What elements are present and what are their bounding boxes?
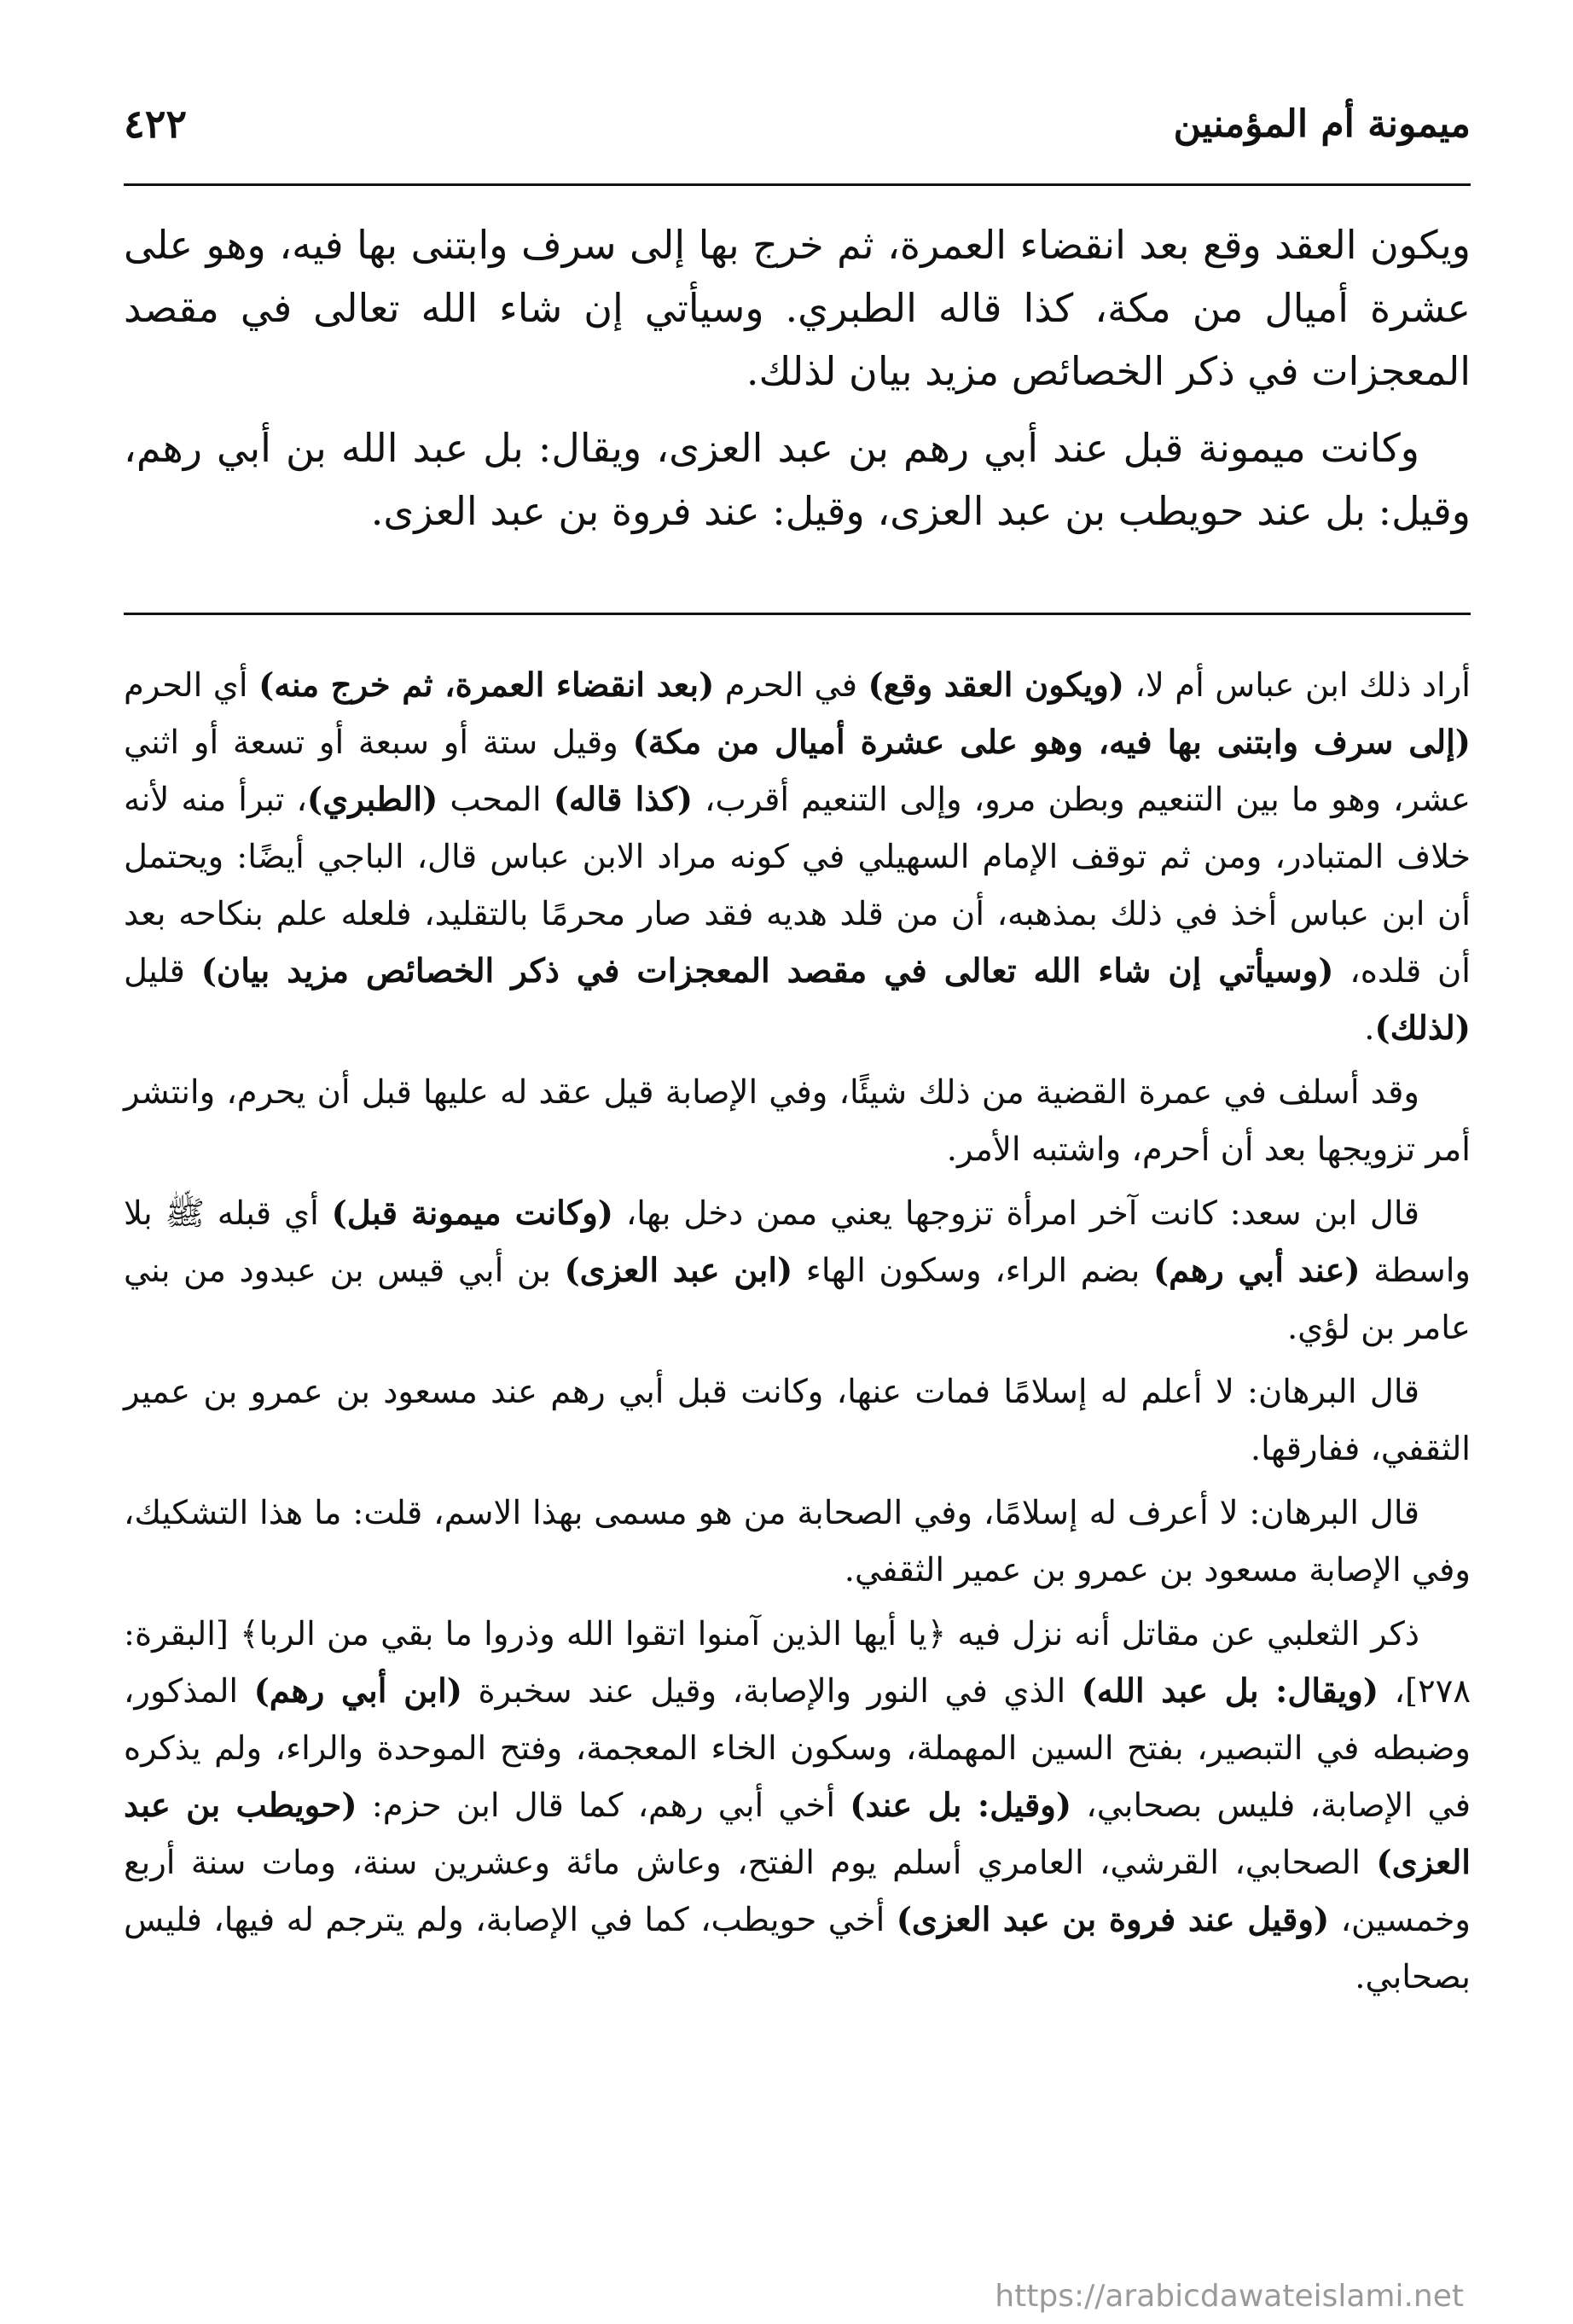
main-paragraph: ويكون العقد وقع بعد انقضاء العمرة، ثم خرج بها إلى سرف وابتنى بها فيه، وهو على عشرة أميال من مكة، كذا قاله الطبري. وسيأتي إن شاء الله تعالى في مقصد المعجزات في ذكر الخصائص مزيد بيان لذلك. xyxy=(124,222,1471,394)
commentary-text xyxy=(124,657,1471,2013)
header-divider xyxy=(124,183,1471,186)
main-text xyxy=(124,213,1471,556)
quoted-phrase: (وقيل: بل عند) xyxy=(850,1787,1072,1825)
quoted-phrase: (وقيل عند فروة بن عبد العزى) xyxy=(896,1901,1330,1939)
quoted-phrase: (عند أبي رهم) xyxy=(1152,1252,1361,1290)
quoted-phrase: (وسيأتي إن شاء الله تعالى في مقصد المعجزات في ذكر الخصائص مزيد بيان) xyxy=(200,952,1334,991)
watermark-url: https://arabicdawateislami.net xyxy=(995,2279,1464,2314)
commentary-paragraph: قال البرهان: لا أعلم له إسلامًا فمات عنها، وكانت قبل أبي رهم عند مسعود بن عمرو بن عمير الثقفي، ففارقها. xyxy=(124,1373,1471,1468)
page-title: ميمونة أم المؤمنين xyxy=(1173,102,1471,146)
commentary-paragraph: وقد أسلف في عمرة القضية من ذلك شيئًا، وفي الإصابة قيل عقد له عليها قبل أن يحرم، وانتشر أمر تزويجها بعد أن أحرم، واشتبه الأمر. xyxy=(124,1073,1471,1169)
commentary-paragraph: أراد ذلك ابن عباس أم لا، (ويكون العقد وقع) في الحرم (بعد انقضاء العمرة، ثم خرج منه) أي الحرم (إلى سرف وابتنى بها فيه، وهو على عشرة أميال من مكة) وقيل ستة أو سبعة أو تسعة أو اثني عشر، وهو ما بين التنعيم وبطن مرو، وإلى التنعيم أقرب، (كذا قاله) المحب (الطبري)، تبرأ منه لأنه خلاف المتبادر، ومن ثم توقف الإمام السهيلي في كونه مراد الابن عباس قال، الباجي أيضًا: ويحتمل أن ابن عباس أخذ في ذلك بمذهبه، أن من قلد هديه فقد صار محرمًا بالتقليد، فلعله علم بنكاحه بعد أن قلده، (وسيأتي إن شاء الله تعالى في مقصد المعجزات في ذكر الخصائص مزيد بيان) قليل (لذلك). xyxy=(124,666,1471,1048)
quoted-phrase: (لذلك) xyxy=(1374,1009,1471,1048)
quoted-phrase: (بعد انقضاء العمرة، ثم خرج منه) xyxy=(258,666,715,705)
quoted-phrase: (ويقال: بل عبد الله) xyxy=(1081,1672,1379,1711)
commentary-paragraph: قال البرهان: لا أعرف له إسلامًا، وفي الصحابة من هو مسمى بهذا الاسم، قلت: ما هذا التشكيك، وفي الإصابة مسعود بن عمرو بن عمير الثقفي. xyxy=(124,1494,1471,1589)
quoted-phrase: (وكانت ميمونة قبل) xyxy=(331,1194,614,1233)
quoted-phrase: (إلى سرف وابتنى بها فيه، وهو على عشرة أميال من مكة) xyxy=(632,723,1471,762)
page-number: ٤٢٢ xyxy=(124,101,188,147)
quoted-phrase: (حويطب بن عبد العزى) xyxy=(124,1787,1471,1882)
page-header xyxy=(124,77,1471,171)
commentary-paragraph: قال ابن سعد: كانت آخر امرأة تزوجها يعني ممن دخل بها، (وكانت ميمونة قبل) أي قبله ﷺ بلا واسطة (عند أبي رهم) بضم الراء، وسكون الهاء (ابن عبد العزى) بن أبي قيس بن عبدود من بني عامر بن لؤي. xyxy=(124,1194,1471,1347)
quoted-phrase: (ابن أبي رهم) xyxy=(253,1672,463,1711)
quoted-phrase: (الطبري) xyxy=(306,781,438,819)
commentary-paragraph: ذكر الثعلبي عن مقاتل أنه نزل فيه ﴿يا أيها الذين آمنوا اتقوا الله وذروا ما بقي من الربا﴾ [البقرة: ٢٧٨]، (ويقال: بل عبد الله) الذي في النور والإصابة، وقيل عند سخبرة (ابن أبي رهم) المذكور، وضبطه في التبصير، بفتح السين المهملة، وسكون الخاء المعجمة، وفتح الموحدة والراء، ولم يذكره في الإصابة، فليس بصحابي، (وقيل: بل عند) أخي أبي رهم، كما قال ابن حزم: (حويطب بن عبد العزى) الصحابي، القرشي، العامري أسلم يوم الفتح، وعاش مائة وعشرين سنة، ومات سنة أربع وخمسين، (وقيل عند فروة بن عبد العزى) أخي حويطب، كما في الإصابة، ولم يترجم له فيها، فليس بصحابي. xyxy=(124,1615,1471,1996)
quoted-phrase: (كذا قاله) xyxy=(553,781,694,819)
commentary-divider xyxy=(124,613,1471,615)
main-paragraph: وكانت ميمونة قبل عند أبي رهم بن عبد العزى، ويقال: بل عبد الله بن أبي رهم، وقيل: بل عند حويطب بن عبد العزى، وقيل: عند فروة بن عبد العزى. xyxy=(124,425,1471,534)
quoted-phrase: (ابن عبد العزى) xyxy=(564,1252,793,1290)
quoted-phrase: (ويكون العقد وقع) xyxy=(868,666,1124,705)
